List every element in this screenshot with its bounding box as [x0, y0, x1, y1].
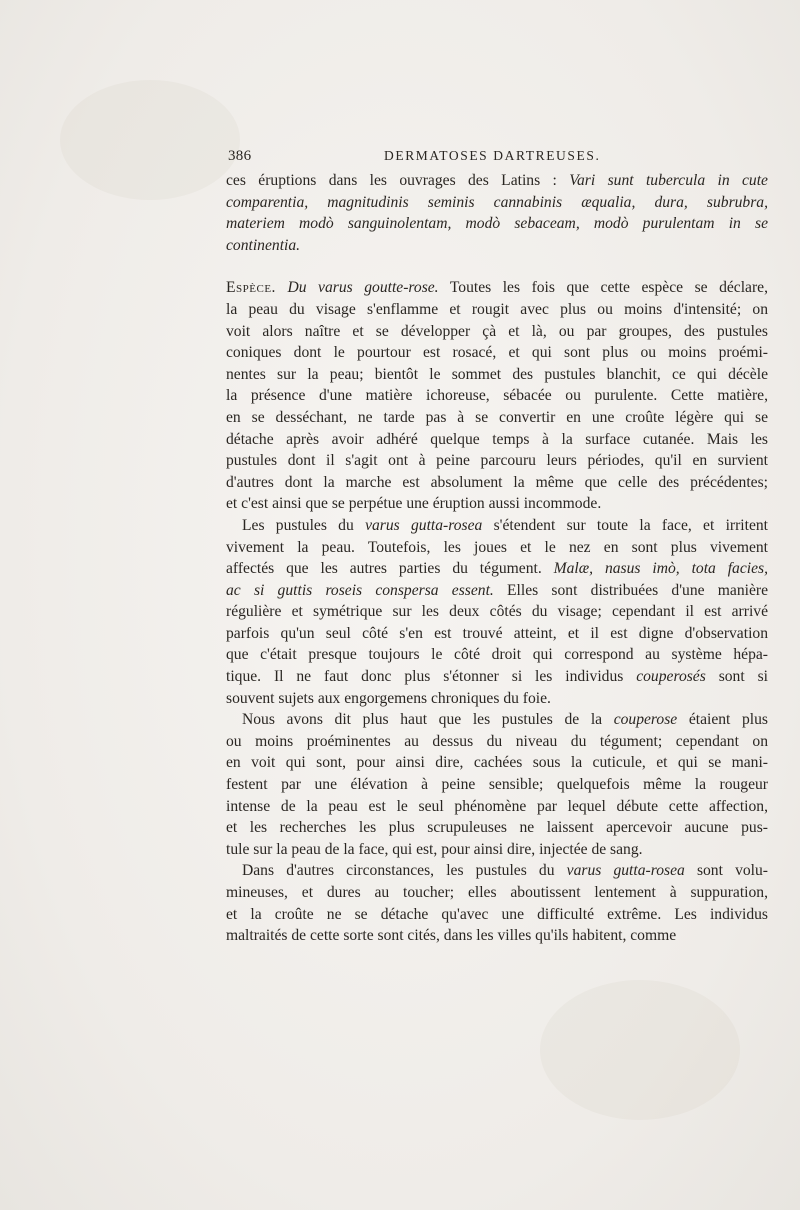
text-run: pustules dont il s'agit ont à peine parcouru leurs périodes, qu'il en survient: [226, 452, 768, 470]
text-line: [226, 213, 768, 235]
text-run: Elles sont distribuées d'une manière: [493, 581, 768, 599]
text-run: régulière et symétrique sur les deux côtés du visage; cependant il est arrivé: [226, 603, 768, 621]
text-line: [226, 666, 768, 688]
text-line: [226, 407, 768, 429]
text-run: coniques dont le pourtour est rosacé, et qui sont plus ou moins proémi-: [226, 344, 768, 362]
text-line: [226, 623, 768, 645]
paragraph: [226, 709, 768, 860]
italic-text: couperose: [613, 711, 678, 729]
text-line: [226, 364, 768, 386]
text-run: et la croûte ne se détache qu'avec une difficulté extrême. Les individus: [226, 905, 768, 923]
text-line: [226, 299, 768, 321]
text-line: [226, 192, 768, 214]
text-line: [226, 450, 768, 472]
text-line: [226, 321, 768, 343]
running-title: DERMATOSES DARTREUSES.: [384, 148, 601, 163]
text-run: Dans d'autres circonstances, les pustules du: [242, 862, 567, 880]
text-run: tique. Il ne faut donc plus s'étonner si les individus: [226, 668, 637, 686]
text-run: [276, 279, 288, 296]
italic-text: continentia.: [226, 236, 301, 254]
text-run: tule sur la peau de la face, qui est, pour ainsi dire, injectée de sang.: [226, 840, 643, 858]
text-run: Toutes les fois que cette espèce se déclare,: [438, 279, 768, 297]
text-line: [226, 709, 768, 731]
italic-text: varus gutta-rosea: [365, 516, 483, 534]
text-run: et c'est ainsi que se perpétue une éruption aussi incommode.: [226, 495, 602, 513]
text-run: en voit qui sont, pour ainsi dire, cachées sous la cuticule, et qui se mani-: [226, 754, 768, 772]
italic-text: materiem modò sanguinolentam, modò sebaceam, modò purulentam in se: [226, 215, 768, 233]
paper-stain: [540, 980, 740, 1120]
text-run: ces éruptions dans les ouvrages des Latins :: [226, 172, 570, 189]
text-run: détache après avoir adhéré quelque temps à la surface cutanée. Mais les: [226, 430, 768, 448]
text-line: [226, 472, 768, 494]
text-run: sont volu-: [684, 862, 768, 880]
text-line: [226, 817, 768, 839]
text-line: [226, 385, 768, 407]
text-run: Nous avons dit plus haut que les pustules de la: [242, 711, 614, 729]
text-run: la peau du visage s'enflamme et rougit avec plus ou moins d'intensité; on: [226, 300, 768, 318]
text-line: [226, 644, 768, 666]
paragraph-gap: [226, 256, 768, 277]
text-line: [226, 882, 768, 904]
text-line: [226, 839, 768, 861]
page-number: 386: [228, 148, 252, 164]
text-run: en se desséchant, ne tarde pas à se convertir en une croûte légère qui se: [226, 408, 768, 426]
running-head: [228, 148, 768, 168]
text-run: vivement la peau. Toutefois, les joues et le nez en sont plus vivement: [226, 538, 768, 556]
text-run: parfois qu'un seul côté s'en est trouvé atteint, et il est digne d'observation: [226, 624, 768, 642]
text-line: [226, 774, 768, 796]
text-run: ou moins proéminentes au dessus du niveau du tégument; cependant on: [226, 732, 768, 750]
text-run: et les recherches les plus scrupuleuses ne laissent apercevoir aucune pus-: [226, 819, 768, 837]
text-line: [226, 688, 768, 710]
text-line: [226, 170, 768, 192]
text-run: nentes sur la peau; bientôt le sommet des pustules blanchit, ce qui décèle: [226, 365, 768, 383]
text-run: s'étendent sur toute la face, et irritent: [482, 516, 769, 534]
text-run: d'autres dont la marche est absolument la même que celle des précédentes;: [226, 473, 768, 491]
paragraph: [226, 860, 768, 946]
text-line: [226, 904, 768, 926]
text-line: [226, 752, 768, 774]
italic-text: Malæ, nasus imò, tota facies,: [553, 560, 768, 578]
text-line: [226, 558, 768, 580]
text-line: [226, 731, 768, 753]
paragraph: [226, 277, 768, 515]
text-line: [226, 601, 768, 623]
paragraph: [226, 170, 768, 256]
text-line: [226, 277, 768, 299]
text-line: [226, 796, 768, 818]
text-run: mineuses, et dures au toucher; elles aboutissent lentement à suppuration,: [226, 884, 768, 901]
text-line: [226, 537, 768, 559]
text-run: sont si: [705, 668, 768, 686]
text-run: la présence d'une matière ichoreuse, sébacée ou purulente. Cette matière,: [226, 387, 768, 405]
text-line: [226, 342, 768, 364]
text-run: étaient plus: [677, 711, 769, 729]
small-caps-text: Espèce.: [226, 279, 276, 297]
text-line: [226, 860, 768, 882]
text-line: [226, 429, 768, 451]
paper-stain: [60, 80, 240, 200]
text-run: voit alors naître et se développer çà et là, ou par groupes, des pustules: [226, 322, 768, 340]
text-run: maltraités de cette sorte sont cités, dans les villes qu'ils habitent, comme: [226, 927, 677, 945]
italic-text: Vari sunt tubercula in cute: [569, 172, 768, 189]
paragraph: [226, 515, 768, 709]
text-run: souvent sujets aux engorgemens chroniques du foie.: [226, 689, 551, 707]
text-run: Les pustules du: [242, 516, 366, 534]
italic-text: comparentia, magnitudinis seminis cannabinis æqualia, dura, subrubra,: [226, 193, 768, 211]
text-run: intense de la peau est le seul phénomène par lequel débute cette affection,: [226, 797, 768, 815]
italic-text: ac si guttis roseis conspersa essent.: [226, 581, 494, 599]
text-run: que c'était presque toujours le côté droit qui correspond au système hépa-: [226, 646, 768, 664]
italic-text: varus gutta-rosea: [566, 862, 685, 880]
text-line: [226, 580, 768, 602]
text-run: festent par une élévation à peine sensible; quelquefois même la rougeur: [226, 776, 768, 794]
italic-text: Du varus goutte-rose.: [287, 279, 439, 297]
body-text: [226, 170, 768, 947]
text-line: [226, 493, 768, 515]
italic-text: couperosés: [636, 668, 706, 686]
text-line: [226, 235, 768, 257]
text-line: [226, 925, 768, 947]
text-run: affectés que les autres parties du tégument.: [226, 560, 554, 578]
text-line: [226, 515, 768, 537]
